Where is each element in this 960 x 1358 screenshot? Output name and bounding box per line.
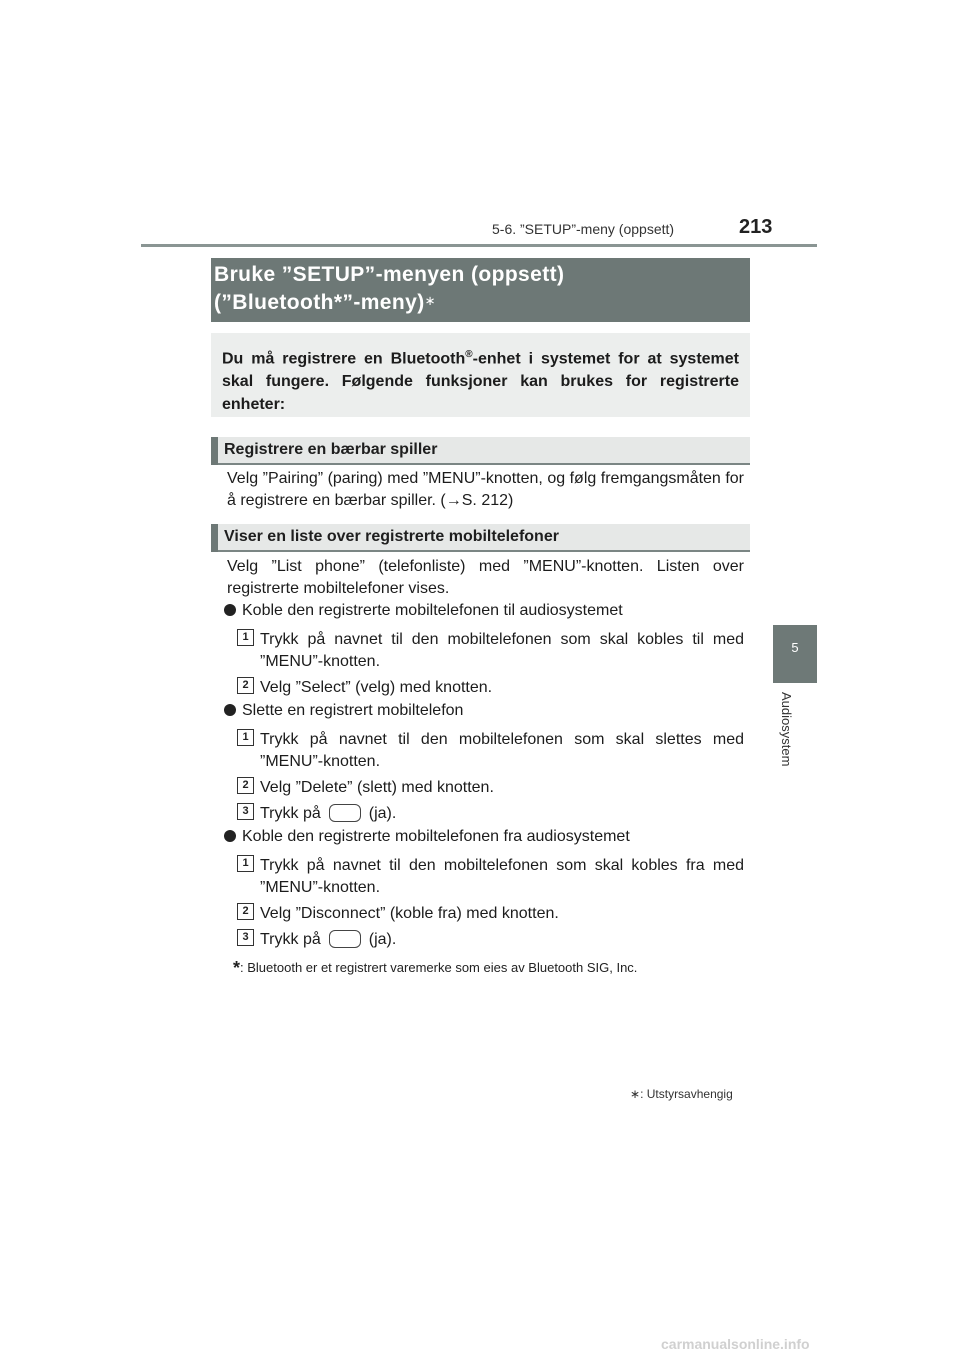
step-text: Velg ”Select” (velg) med knotten. (260, 679, 493, 696)
step-number: 1 (237, 729, 254, 746)
step-number: 2 (237, 903, 254, 920)
step-number: 2 (237, 677, 254, 694)
bullet-text: Koble den registrerte mobiltelefonen fra audiosystemet (242, 828, 630, 845)
chapter-number: 5 (791, 640, 799, 655)
title-asterisk: ∗ (424, 293, 436, 308)
bullet-dot-icon (224, 704, 236, 716)
footnote-asterisk: * (233, 958, 241, 978)
header-rule (141, 244, 817, 247)
bullet-dot-icon (224, 604, 236, 616)
yes-button-icon (329, 804, 361, 822)
step-text: Trykk på navnet til den mobiltelefonen som skal kobles fra med ”MENU”-knotten. (260, 857, 744, 896)
section1-body: Velg ”Pairing” (paring) med ”MENU”-knotten, og følg fremgangsmåten for å registrere en bærbar spiller. (→S. 212) (227, 470, 744, 509)
intro-text (222, 343, 739, 416)
bullet-text: Koble den registrerte mobiltelefonen til audiosystemet (242, 602, 623, 619)
page-number: 213 (739, 216, 773, 238)
equipment-asterisk: ∗ (630, 1087, 641, 1101)
title-line-2-text: (”Bluetooth*”-meny) (214, 291, 425, 314)
step-text-post: (ja). (368, 805, 397, 822)
chapter-label (779, 692, 809, 782)
step-number: 3 (237, 929, 254, 946)
watermark: carmanualsonline.info (661, 1336, 810, 1352)
bullet-text: Slette en registrert mobiltelefon (242, 702, 464, 719)
equipment-text: : Utstyrsavhengig (640, 1087, 733, 1101)
section2-body: Velg ”List phone” (telefonliste) med ”MENU”-knotten. Listen over registrerte mobiltelefoner vises. (227, 558, 744, 597)
page-title (214, 261, 744, 317)
trademark-footnote (233, 956, 637, 977)
step-text-pre: Trykk på (260, 931, 321, 948)
step-number: 3 (237, 803, 254, 820)
step-text (260, 929, 744, 951)
bullet-dot-icon (224, 830, 236, 842)
subheading-bar (211, 437, 218, 465)
title-line-1: Bruke ”SETUP”-menyen (oppsett) (214, 263, 565, 286)
footnote-text: : Bluetooth er et registrert varemerke som eies av Bluetooth SIG, Inc. (240, 960, 638, 975)
subheading-bar (211, 524, 218, 552)
bullet-disconnect (224, 828, 630, 846)
subheading-register-player (211, 437, 750, 465)
step-number: 2 (237, 777, 254, 794)
chapter-label-text: Audiosystem (779, 692, 794, 767)
title-line-2 (214, 289, 744, 317)
subheading-text: Registrere en bærbar spiller (224, 441, 438, 458)
subheading-text: Viser en liste over registrerte mobiltelefoner (224, 528, 559, 545)
step-text: Velg ”Delete” (slett) med knotten. (260, 779, 494, 796)
yes-button-icon (329, 930, 361, 948)
bullet-connect (224, 602, 623, 620)
step-text: Trykk på navnet til den mobiltelefonen som skal kobles til med ”MENU”-knotten. (260, 631, 744, 670)
intro-part-2: -enhet i systemet for at systemet skal fungere. Følgende funksjoner kan brukes for registrerte enheter: (222, 350, 740, 414)
bullet-delete (224, 702, 463, 720)
step-number: 1 (237, 855, 254, 872)
equipment-note (630, 1087, 733, 1101)
subheading-phone-list (211, 524, 750, 552)
step-text (260, 803, 744, 825)
step-number: 1 (237, 629, 254, 646)
step-text-pre: Trykk på (260, 805, 321, 822)
step-text: Velg ”Disconnect” (koble fra) med knotten. (260, 905, 559, 922)
section-header: 5-6. ”SETUP”-meny (oppsett) (492, 221, 675, 237)
intro-part-1: Du må registrere en Bluetooth (222, 350, 466, 368)
step-text: Trykk på navnet til den mobiltelefonen som skal slettes med ”MENU”-knotten. (260, 731, 744, 770)
registered-mark: ® (465, 349, 473, 360)
step-text-post: (ja). (368, 931, 397, 948)
